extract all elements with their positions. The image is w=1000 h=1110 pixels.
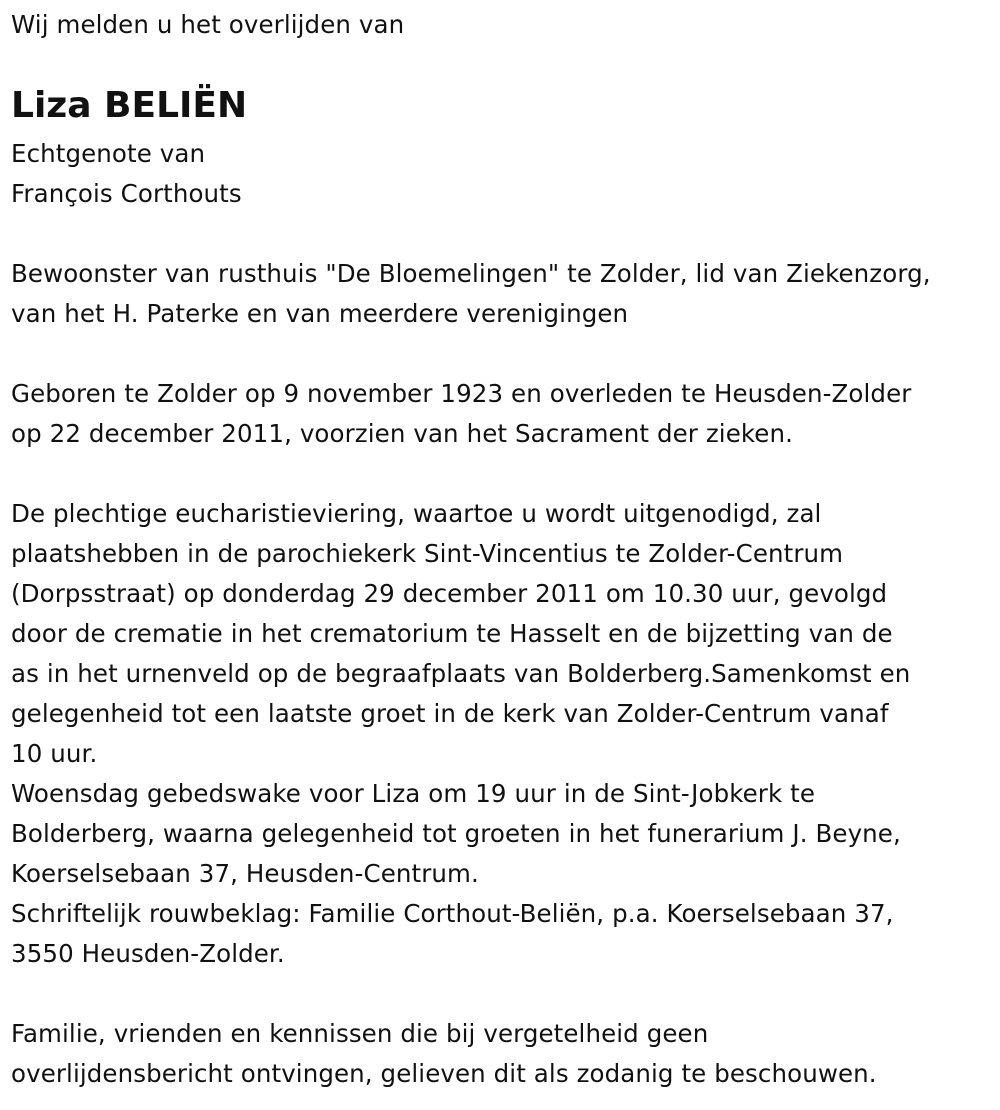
birth-death-line-1: Geboren te Zolder op 9 november 1923 en overleden te Heusden-Zolder	[11, 379, 912, 408]
deceased-name: Liza BELIËN	[11, 85, 248, 126]
closing-line-1: Familie, vrienden en kennissen die bij vergetelheid geen	[11, 1019, 709, 1048]
ceremony-line-11: Schriftelijk rouwbeklag: Familie Corthout-Beliën, p.a. Koerselsebaan 37,	[11, 899, 894, 928]
ceremony-line-10: Koerselsebaan 37, Heusden-Centrum.	[11, 859, 479, 888]
ceremony-line-9: Bolderberg, waarna gelegenheid tot groeten in het funerarium J. Beyne,	[11, 819, 901, 848]
ceremony-line-6: gelegenheid tot een laatste groet in de kerk van Zolder-Centrum vanaf	[11, 699, 889, 728]
ceremony-line-4: door de crematie in het crematorium te Hasselt en de bijzetting van de	[11, 619, 893, 648]
ceremony-line-2: plaatshebben in de parochiekerk Sint-Vincentius te Zolder-Centrum	[11, 539, 844, 568]
ceremony-line-12: 3550 Heusden-Zolder.	[11, 939, 285, 968]
residence-line-1: Bewoonster van rusthuis "De Bloemelingen" te Zolder, lid van Ziekenzorg,	[11, 259, 931, 288]
ceremony-line-8: Woensdag gebedswake voor Liza om 19 uur in de Sint-Jobkerk te	[11, 779, 816, 808]
relation-line-2: François Corthouts	[11, 179, 242, 208]
ceremony-line-1: De plechtige eucharistieviering, waartoe u wordt uitgenodigd, zal	[11, 499, 822, 528]
relation-line-1: Echtgenote van	[11, 139, 206, 168]
ceremony-line-3: (Dorpsstraat) op donderdag 29 december 2011 om 10.30 uur, gevolgd	[11, 579, 888, 608]
birth-death-line-2: op 22 december 2011, voorzien van het Sacrament der zieken.	[11, 419, 793, 448]
intro-text: Wij melden u het overlijden van	[11, 10, 405, 39]
ceremony-line-7: 10 uur.	[11, 739, 98, 768]
ceremony-line-5: as in het urnenveld op de begraafplaats van Bolderberg.Samenkomst en	[11, 659, 911, 688]
residence-line-2: van het H. Paterke en van meerdere verenigingen	[11, 299, 629, 328]
closing-line-2: overlijdensbericht ontvingen, gelieven dit als zodanig te beschouwen.	[11, 1059, 877, 1088]
